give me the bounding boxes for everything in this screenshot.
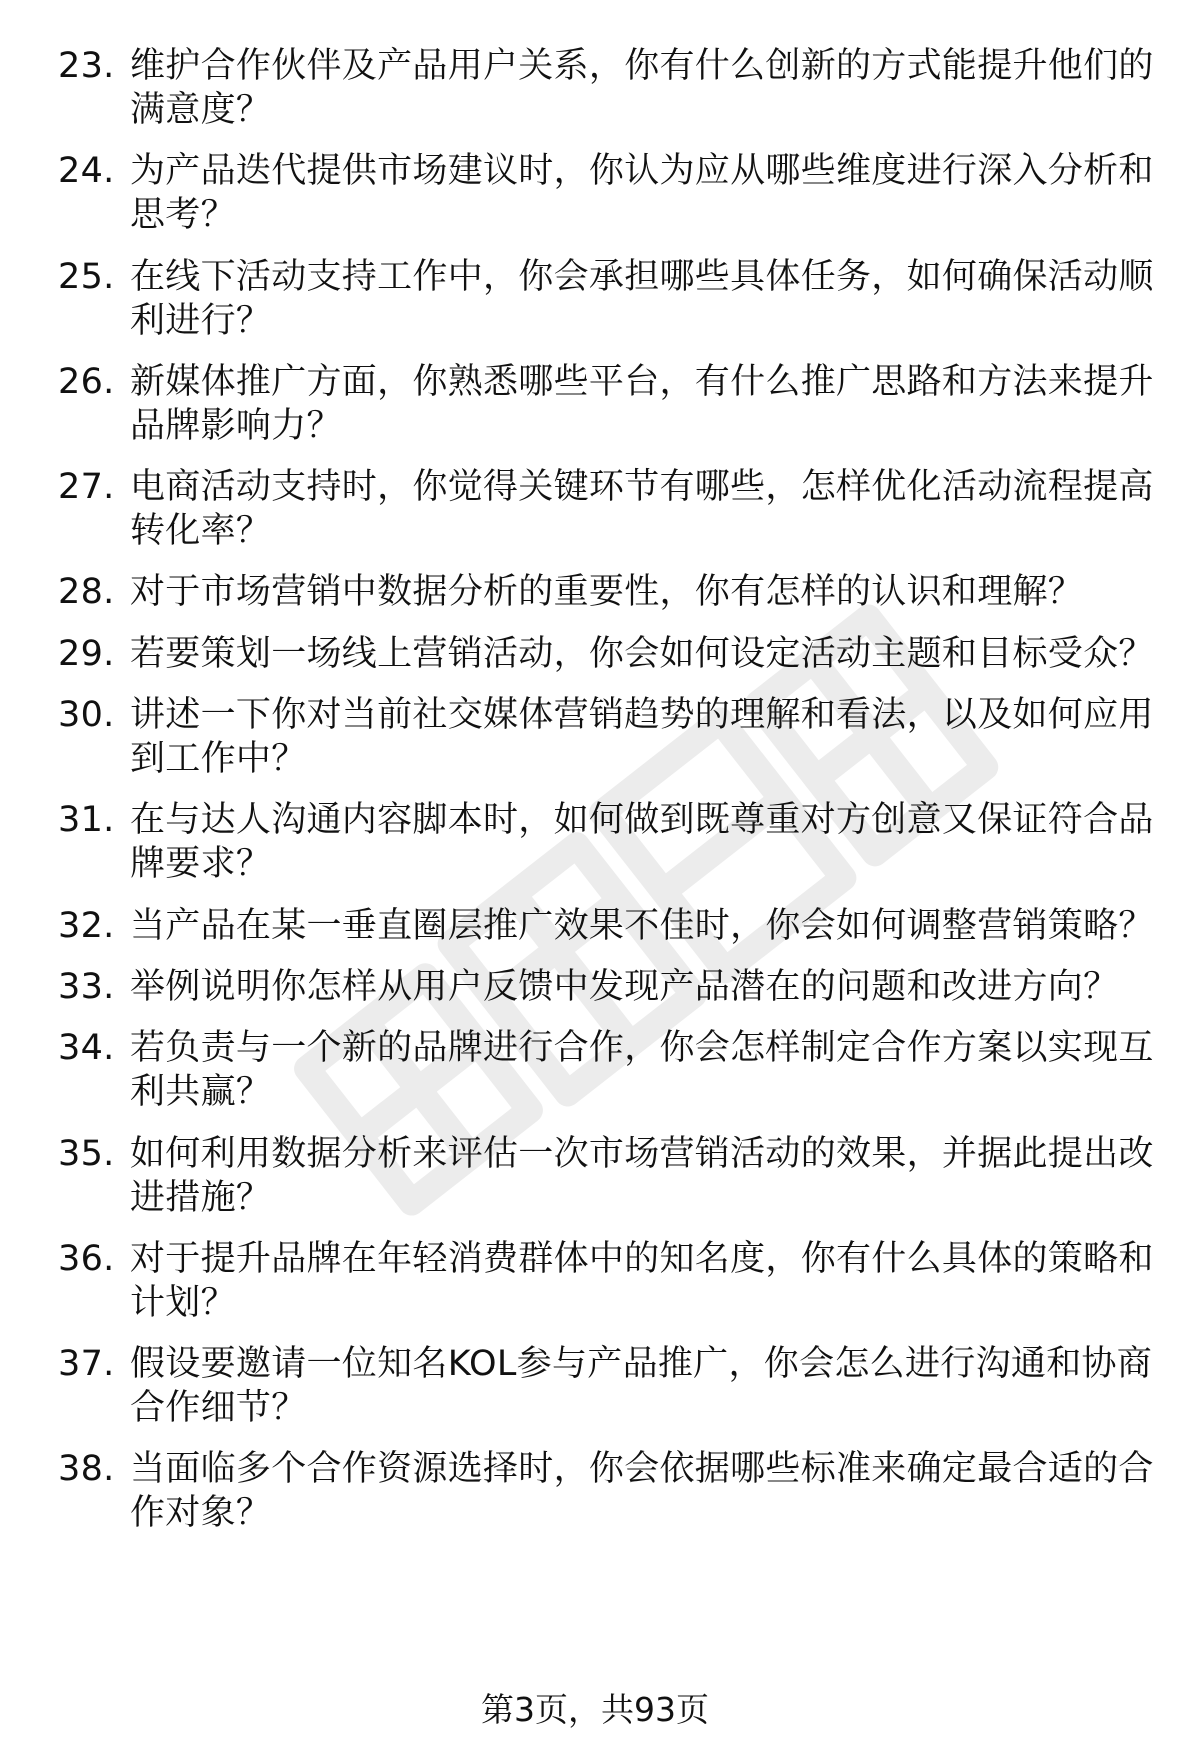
question-item: [58, 693, 1158, 781]
question-text: 讲述一下你对当前社交媒体营销趋势的理解和看法，以及如何应用到工作中？: [130, 695, 1154, 780]
question-number: 33.: [58, 966, 115, 1007]
question-number: 32.: [58, 905, 115, 946]
question-item: [58, 904, 1158, 948]
question-number: 31.: [58, 800, 115, 841]
question-text: 如何利用数据分析来评估一次市场营销活动的效果，并据此提出改进措施？: [130, 1133, 1154, 1218]
question-number: 38.: [58, 1449, 115, 1490]
question-number: 28.: [58, 572, 115, 613]
question-number: 23.: [58, 46, 115, 86]
question-item: [58, 255, 1158, 343]
question-text: 当面临多个合作资源选择时，你会依据哪些标准来确定最合适的合作对象？: [130, 1449, 1154, 1534]
question-text: 当产品在某一垂直圈层推广效果不佳时，你会如何调整营销策略？: [130, 905, 1154, 946]
question-number: 35.: [58, 1133, 115, 1174]
question-number: 29.: [58, 633, 115, 674]
question-number: 36.: [58, 1238, 115, 1279]
question-text: 若负责与一个新的品牌进行合作，你会怎样制定合作方案以实现互利共赢？: [130, 1028, 1154, 1113]
question-number: 26.: [58, 361, 115, 402]
question-text: 维护合作伙伴及产品用户关系，你有什么创新的方式能提升他们的满意度？: [130, 46, 1154, 130]
question-text: 对于提升品牌在年轻消费群体中的知名度，你有什么具体的策略和计划？: [130, 1238, 1154, 1323]
question-text: 新媒体推广方面，你熟悉哪些平台，有什么推广思路和方法来提升品牌影响力？: [130, 361, 1154, 446]
question-number: 25.: [58, 256, 115, 297]
question-item: [58, 798, 1158, 886]
question-text: 举例说明你怎样从用户反馈中发现产品潜在的问题和改进方向？: [130, 966, 1119, 1007]
question-text: 在与达人沟通内容脚本时，如何做到既尊重对方创意又保证符合品牌要求？: [130, 800, 1154, 885]
question-item: [58, 965, 1158, 1009]
question-text: 为产品迭代提供市场建议时，你认为应从哪些维度进行深入分析和思考？: [130, 151, 1154, 236]
question-item: [58, 1026, 1158, 1114]
question-item: [58, 1342, 1158, 1430]
question-item: [58, 1132, 1158, 1220]
question-text: 在线下活动支持工作中，你会承担哪些具体任务，如何确保活动顺利进行？: [130, 256, 1154, 341]
question-number: 34.: [58, 1028, 115, 1069]
question-number: 30.: [58, 695, 115, 736]
question-item: [58, 1237, 1158, 1325]
question-item: [58, 360, 1158, 448]
question-text: 对于市场营销中数据分析的重要性，你有怎样的认识和理解？: [130, 572, 1084, 613]
page-number-footer: 第3页，共93页: [481, 1690, 709, 1729]
question-number: 27.: [58, 467, 115, 508]
question-item: [58, 1447, 1158, 1535]
question-item: [58, 632, 1158, 676]
question-number: 37.: [58, 1344, 115, 1385]
question-item: [58, 44, 1158, 132]
question-item: [58, 149, 1158, 237]
question-number: 24.: [58, 151, 115, 192]
question-list: [58, 44, 1158, 1553]
question-text: 电商活动支持时，你觉得关键环节有哪些，怎样优化活动流程提高转化率？: [130, 467, 1154, 552]
question-text: 假设要邀请一位知名KOL参与产品推广，你会怎么进行沟通和协商合作细节？: [130, 1344, 1153, 1429]
question-text: 若要策划一场线上营销活动，你会如何设定活动主题和目标受众？: [130, 633, 1154, 674]
question-item: [58, 465, 1158, 553]
question-item: [58, 570, 1158, 614]
